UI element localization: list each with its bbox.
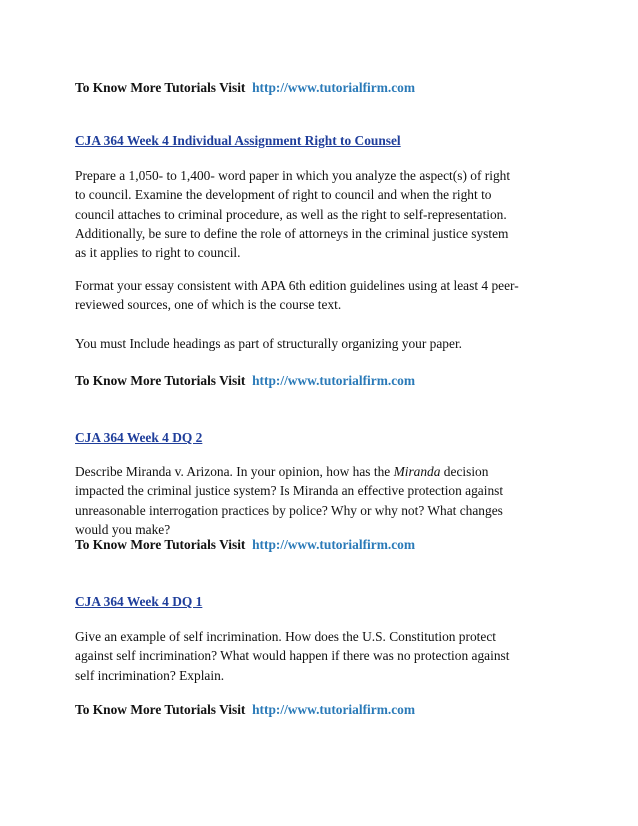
dq2-paragraph [75,462,575,539]
promo-link[interactable]: http://www.tutorialfirm.com [252,373,415,388]
promo-prefix: To Know More Tutorials Visit [75,80,246,95]
paragraph-line: You must Include headings as part of structurally organizing your paper. [75,336,463,351]
assignment-paragraph-1 [75,166,575,262]
promo-prefix: To Know More Tutorials Visit [75,373,246,388]
paragraph-line: as it applies to right to council. [75,245,241,261]
dq1-heading-link[interactable]: CJA 364 Week 4 DQ 1 [75,594,203,609]
paragraph-line: council attaches to criminal procedure, as well as the right to self-representation. [75,206,507,222]
promo-line [75,371,415,390]
assignment-heading-link[interactable]: CJA 364 Week 4 Individual Assignment Right to Counsel [75,133,401,148]
dq2-text-before: Describe Miranda v. Arizona. In your opinion, how has the [75,464,394,479]
paragraph-line: unreasonable interrogation practices by police? Why or why not? What changes [75,502,503,518]
paragraph-line: self incrimination? Explain. [75,667,225,683]
promo-line [75,700,415,719]
promo-prefix: To Know More Tutorials Visit [75,702,246,717]
paragraph-line: would you make? [75,521,171,537]
paragraph-line: impacted the criminal justice system? Is Miranda an effective protection against [75,483,504,499]
paragraph-line: Additionally, be sure to define the role of attorneys in the criminal justice system [75,225,509,241]
promo-prefix: To Know More Tutorials Visit [75,537,246,552]
paragraph-line: Format your essay consistent with APA 6th edition guidelines using at least 4 peer- [75,278,519,293]
dq2-text-italic: Miranda [393,464,441,479]
promo-link[interactable]: http://www.tutorialfirm.com [252,537,415,552]
dq2-text-after: decision [440,464,489,479]
paragraph-line: reviewed sources, one of which is the course text. [75,297,342,313]
assignment-paragraph-3 [75,334,575,353]
promo-link[interactable]: http://www.tutorialfirm.com [252,80,415,95]
paragraph-line: to council. Examine the development of right to council and when the right to [75,187,492,203]
paragraph-line: Prepare a 1,050- to 1,400- word paper in which you analyze the aspect(s) of right [75,168,511,183]
promo-link[interactable]: http://www.tutorialfirm.com [252,702,415,717]
dq2-heading-link[interactable]: CJA 364 Week 4 DQ 2 [75,430,203,445]
assignment-paragraph-2 [75,276,575,315]
paragraph-line: against self incrimination? What would happen if there was no protection against [75,648,510,664]
dq1-paragraph [75,627,575,685]
promo-line [75,78,415,97]
assignment-heading-line [75,131,401,150]
paragraph-line: Give an example of self incrimination. How does the U.S. Constitution protect [75,629,496,644]
promo-line [75,535,415,554]
dq1-heading-line [75,592,202,611]
paragraph-line [75,462,575,481]
dq2-heading-line [75,428,202,447]
